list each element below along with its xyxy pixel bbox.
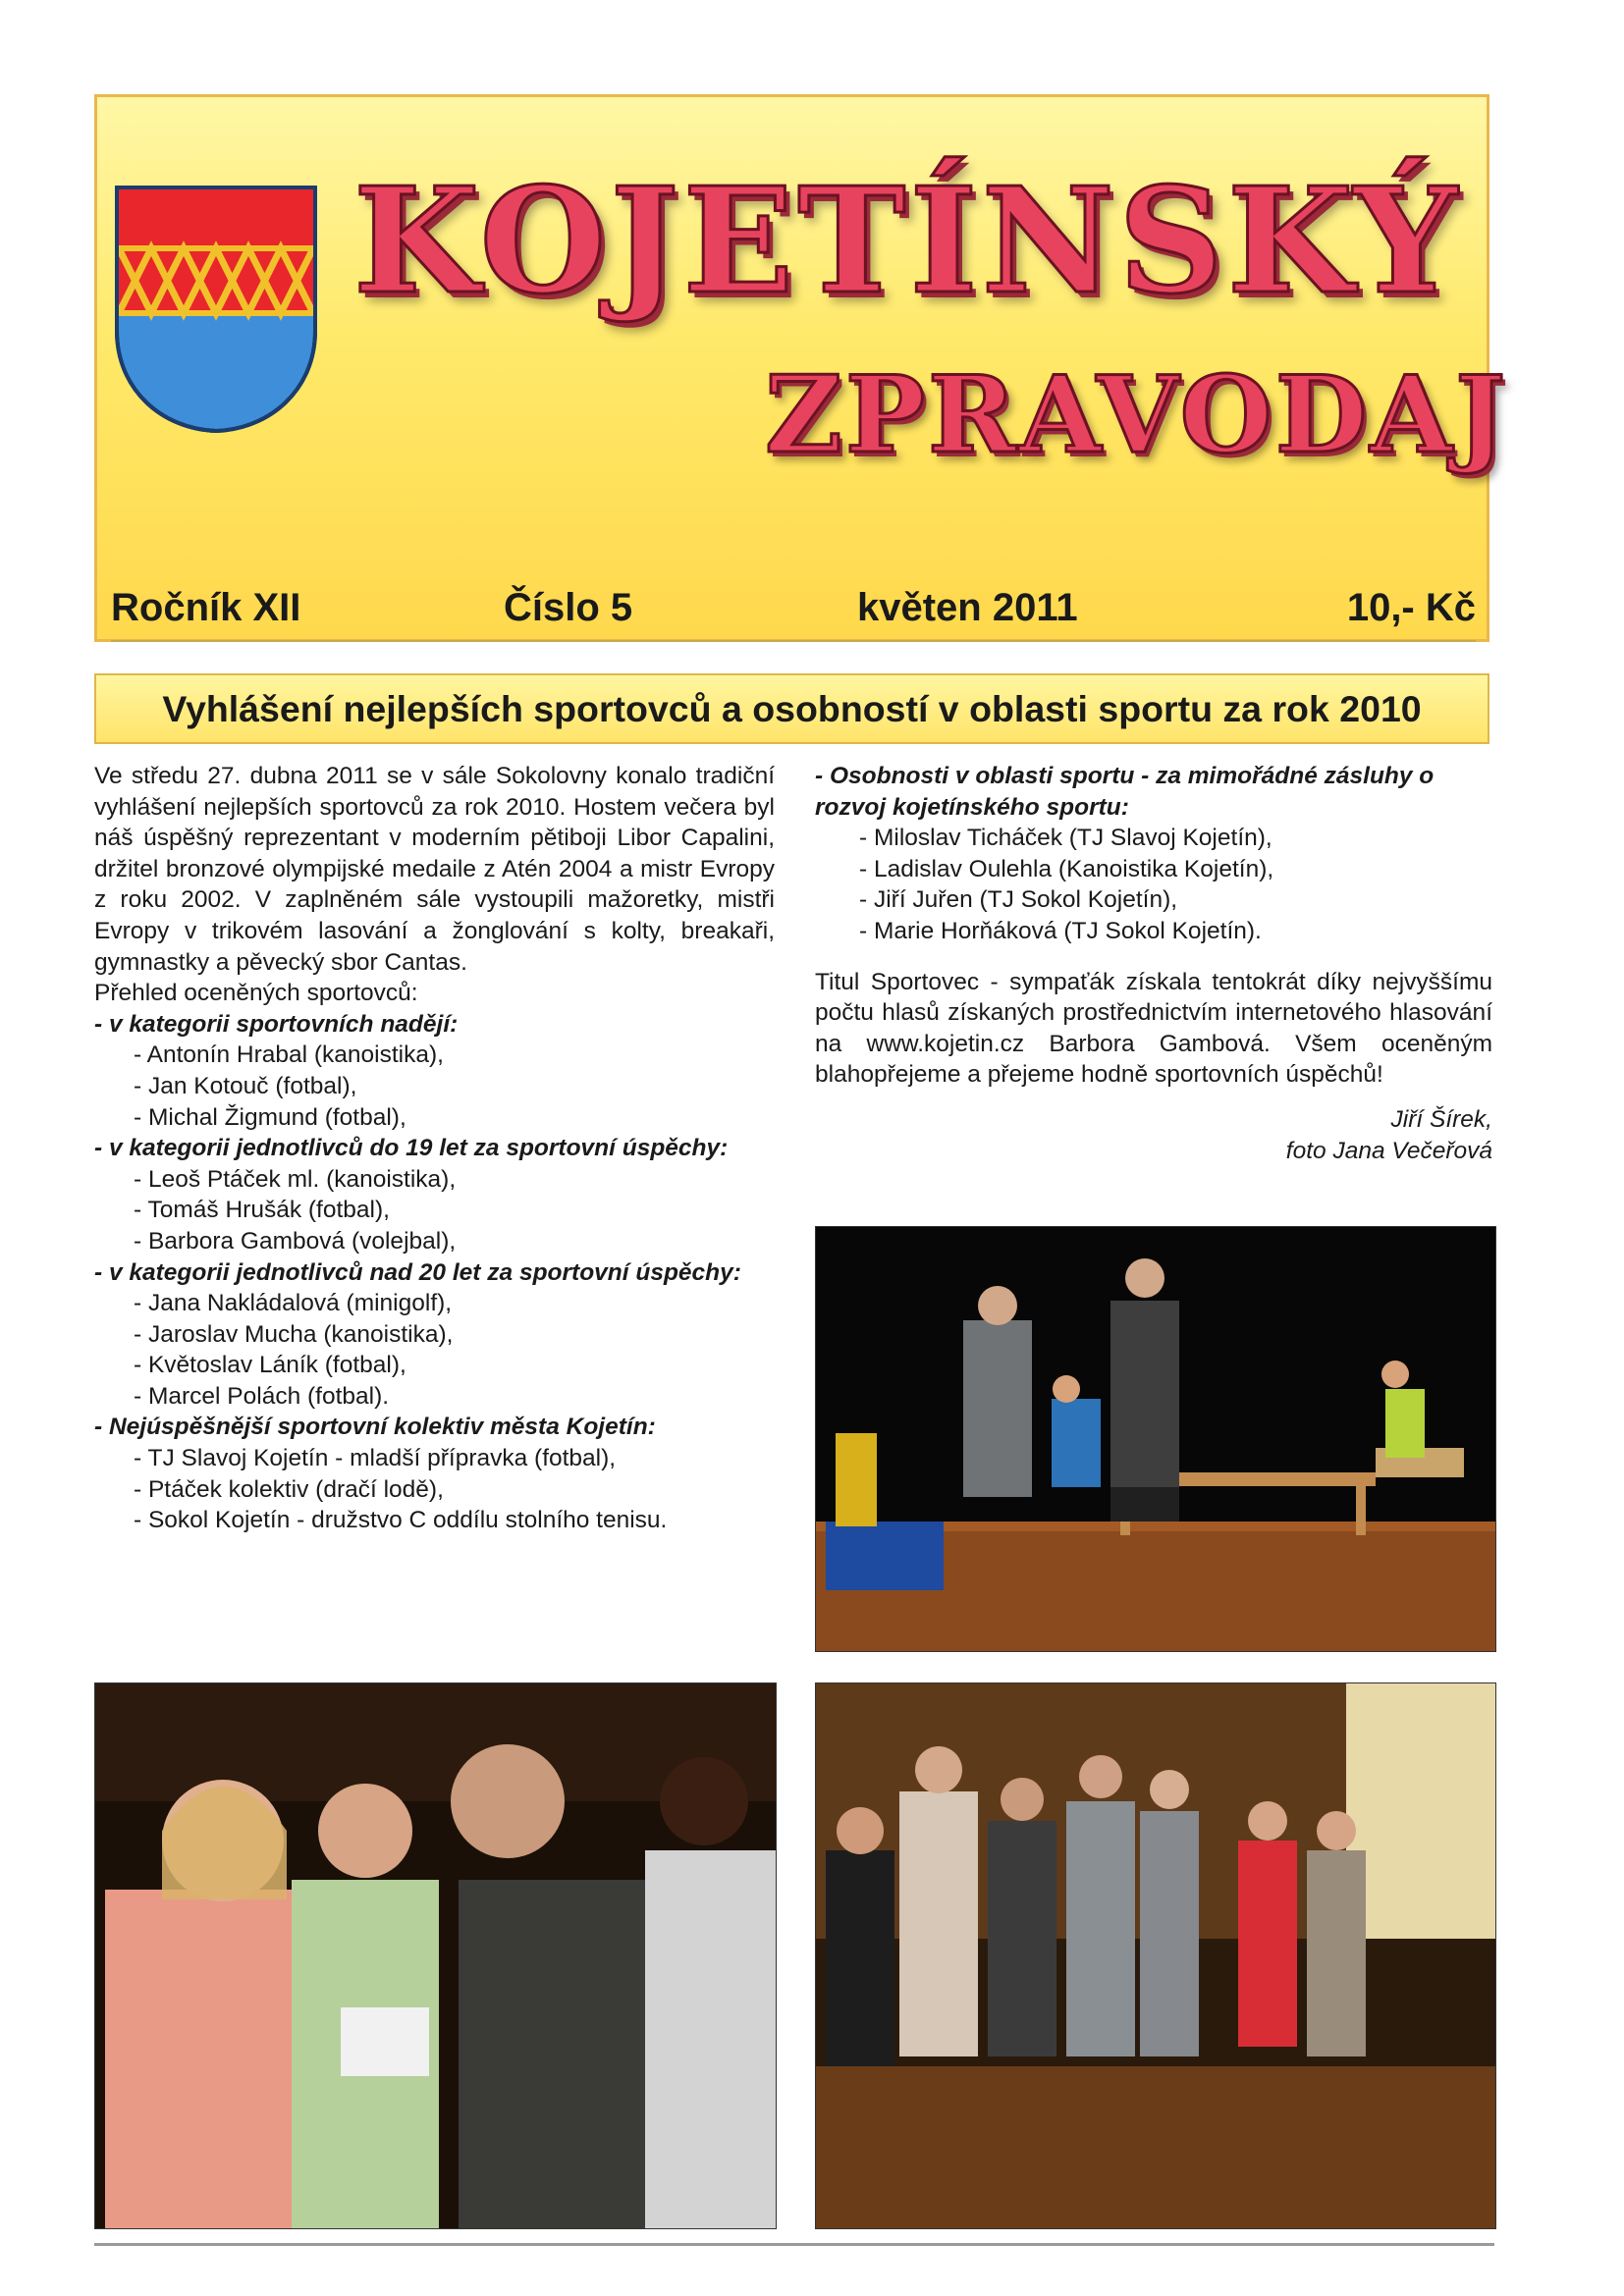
masthead-divider	[111, 640, 1476, 642]
group-photo	[815, 1682, 1496, 2229]
list-item: - Barbora Gambová (volejbal),	[134, 1227, 457, 1255]
issue-info-row	[111, 586, 1476, 635]
photo-credit: foto Jana Večeřová	[1285, 1137, 1492, 1164]
list-item: - Květoslav Láník (fotbal),	[134, 1352, 406, 1379]
author-signature: Jiří Šírek,	[1390, 1105, 1492, 1133]
price-label: 10,- Kč	[1346, 586, 1476, 629]
page-bottom-divider	[94, 2243, 1494, 2246]
closing-paragraph: Titul Sportovec - sympaťák získala tentokrát díky nejvyššímu počtu hlasů získaných prostřednictvím internetového hlasování na www.kojetin.cz Barbora Gambová. Všem oceněným blahopřejeme a přejeme hodně sportovních úspěchů!	[815, 968, 1492, 1089]
newspaper-title: KOJETÍNSKÝ	[352, 155, 1462, 326]
awards-overview-label: Přehled oceněných sportovců:	[94, 980, 418, 1007]
list-item: - TJ Slavoj Kojetín - mladší přípravka (fotbal),	[134, 1445, 617, 1472]
right-column	[815, 761, 1492, 1166]
list-item: - Miloslav Ticháček (TJ Slavoj Kojetín),	[859, 825, 1272, 852]
list-item: - Jiří Juřen (TJ Sokol Kojetín),	[859, 886, 1178, 914]
list-item: - Jaroslav Mucha (kanoistika),	[134, 1320, 454, 1348]
masthead	[94, 94, 1509, 642]
volume-label: Ročník XII	[111, 586, 301, 629]
article-headline: Vyhlášení nejlepších sportovců a osobností v oblasti sportu za rok 2010	[94, 673, 1489, 744]
list-item: - Marie Horňáková (TJ Sokol Kojetín).	[859, 917, 1262, 944]
newspaper-subtitle: ZPRAVODAJ	[765, 353, 1509, 477]
list-item: - Sokol Kojetín - družstvo C oddílu stolního tenisu.	[134, 1507, 668, 1534]
list-item: - Marcel Polách (fotbal).	[134, 1382, 390, 1410]
category-title: - v kategorii jednotlivců do 19 let za sportovní úspěchy:	[94, 1135, 729, 1162]
list-item: - Jana Nakládalová (minigolf),	[134, 1290, 453, 1317]
intro-paragraph: Ve středu 27. dubna 2011 se v sále Sokolovny konalo tradiční vyhlášení nejlepších sportovců za rok 2010. Hostem večera byl náš úspěšný reprezentant v moderním pětiboji Libor Capalini, držitel bronzové olympijské medaile z Atén 2004 a mistr Evropy z roku 2002. V zaplněném sále vystoupili mažoretky, mistři Evropy v trikovém lasování a žonglování s kolty, breakaři, gymnastky a pěvecký sbor Cantas.	[94, 763, 775, 976]
issue-date: květen 2011	[857, 586, 1078, 629]
list-item: - Michal Žigmund (fotbal),	[134, 1103, 406, 1131]
list-item: - Ladislav Oulehla (Kanoistika Kojetín),	[859, 855, 1274, 882]
list-item: - Ptáček kolektiv (dračí lodě),	[134, 1475, 444, 1503]
stage-photo	[815, 1226, 1496, 1652]
award-handover-photo	[94, 1682, 777, 2229]
category-title: - v kategorii sportovních nadějí:	[94, 1010, 459, 1038]
list-item: - Jan Kotouč (fotbal),	[134, 1072, 357, 1099]
personalities-title: - Osobnosti v oblasti sportu - za mimořádné zásluhy o rozvoj kojetínského sportu:	[815, 763, 1435, 821]
kojetin-coat-of-arms-icon	[113, 184, 319, 435]
list-item: - Antonín Hrabal (kanoistika),	[134, 1041, 444, 1069]
left-column	[94, 761, 775, 1536]
category-title: - Nejúspěšnější sportovní kolektiv města Kojetín:	[94, 1414, 656, 1441]
list-item: - Tomáš Hrušák (fotbal),	[134, 1197, 390, 1224]
issue-number: Číslo 5	[504, 586, 633, 629]
list-item: - Leoš Ptáček ml. (kanoistika),	[134, 1165, 457, 1193]
category-title: - v kategorii jednotlivců nad 20 let za sportovní úspěchy:	[94, 1258, 741, 1286]
